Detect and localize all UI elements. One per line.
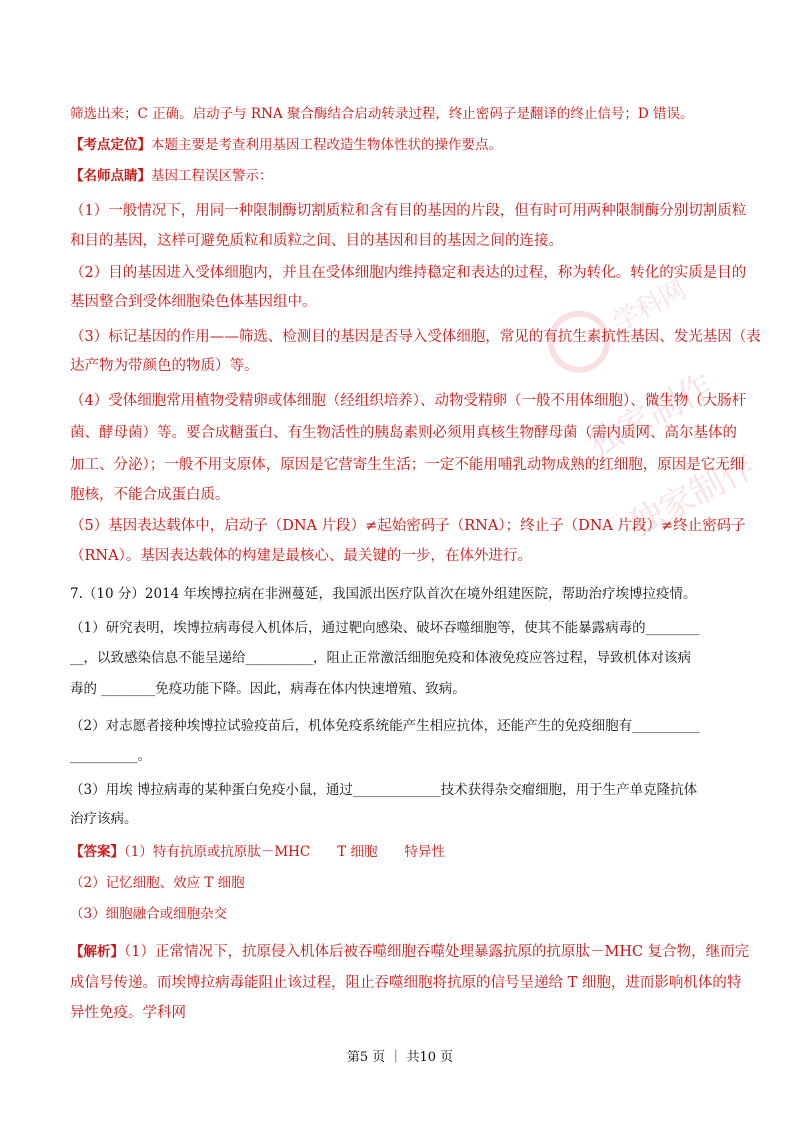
- question-line: 7.（10 分）2014 年埃博拉病在非洲蔓延，我国派出医疗队首次在境外组建医院，帮助治疗埃博拉疫情。: [70, 586, 697, 602]
- answer-tag: 【答案】: [70, 844, 124, 860]
- svg-text:学科网: 学科网: [608, 274, 692, 338]
- note-line: （5）基因表达载体中，启动子（DNA 片段）≠起始密码子（RNA）；终止子（DNA 片段）≠终止密码子: [70, 518, 746, 534]
- note-line: 和目的基因，这样可避免质粒和质粒之间、目的基因和目的基因之间的连接。: [70, 233, 563, 249]
- page-footer: 第5 页 ｜ 共10 页: [346, 1050, 454, 1065]
- analysis-text: （1）正常情况下，抗原侵入机体后被吞噬细胞吞噬处理暴露抗原的抗原肽－MHC 复合物，继而完: [124, 944, 750, 960]
- question-line: 毒的 ________免疫功能下降。因此，病毒在体内快速增殖、致病。: [70, 681, 466, 697]
- note-line: （3）标记基因的作用——筛选、检测目的基因是否导入受体细胞，常见的有抗生素抗性基因、发光基因（表: [70, 329, 761, 345]
- note-line: （2）目的基因进入受体细胞内，并且在受体细胞内维持稳定和表达的过程，称为转化。转化的实质是目的: [70, 265, 747, 281]
- mingshi-line: [70, 166, 273, 186]
- answer-line: （2）记忆细胞、效应 T 细胞: [70, 875, 245, 891]
- answer-line: （3）细胞融合或细胞杂交: [70, 906, 228, 922]
- note-line: 加工、分泌）；一般不用支原体，原因是它营寄生生活；一定不能用哺乳动物成熟的红细胞，原因是它无细: [70, 457, 745, 473]
- analysis-line: [70, 942, 749, 962]
- answer-line: [70, 842, 445, 862]
- svg-text:独家制作: 独家制作: [580, 366, 720, 466]
- kaodian-text: 本题主要是考查利用基因工程改造生物体性状的操作要点。: [151, 137, 502, 153]
- note-line: （4）受体细胞常用植物受精卵或体细胞（经组织培养）、动物受精卵（一般不用体细胞）、微生物（大肠杆: [70, 393, 747, 409]
- question-line: 治疗该病。: [70, 811, 138, 827]
- mingshi-tag: 【名师点睛】: [70, 168, 151, 184]
- kaodian-tag: 【考点定位】: [70, 137, 151, 153]
- kaodian-line: [70, 135, 502, 155]
- note-line: 基因整合到受体细胞染色体基因组中。: [70, 294, 317, 310]
- analysis-line: 异性免疫。学科网: [70, 1005, 186, 1021]
- analysis-tag: 【解析】: [70, 944, 124, 960]
- note-line: 达产物为带颜色的物质）等。: [70, 358, 259, 374]
- question-line: （1）研究表明，埃博拉病毒侵入机体后，通过靶向感染、破坏吞噬细胞等，使其不能暴露病毒的________: [70, 620, 700, 636]
- note-line: （1）一般情况下，用同一种限制酶切割质粒和含有目的基因的片段，但有时可用两种限制酶分别切割质粒: [70, 203, 747, 219]
- note-line: 菌、酵母菌）等。要合成糖蛋白、有生物活性的胰岛素则必须用真核生物酵母菌（需内质网、高尔基体的: [70, 425, 737, 441]
- question-line: __，以致感染信息不能呈递给__________，阻止正常激活细胞免疫和体液免疫应答过程，导致机体对该病: [70, 650, 691, 666]
- prev-explanation-tail: 筛选出来；C 正确。启动子与 RNA 聚合酶结合启动转录过程，终止密码子是翻译的终止信号；D 错误。: [70, 106, 694, 122]
- question-line: __________。: [70, 748, 151, 764]
- question-line: （3）用埃 博拉病毒的某种蛋白免疫小鼠，通过_____________技术获得杂交瘤细胞，用于生产单克隆抗体: [70, 782, 698, 798]
- answer-text: （1）特有抗原或抗原肽－MHC T 细胞 特异性: [124, 844, 446, 860]
- note-line: （RNA）。基因表达载体的构建是最核心、最关键的一步，在体外进行。: [70, 548, 532, 564]
- note-line: 胞核，不能合成蛋白质。: [70, 487, 230, 503]
- question-line: （2）对志愿者接种埃博拉试验疫苗后，机体免疫系统能产生相应抗体，还能产生的免疫细胞有__________: [70, 718, 700, 734]
- analysis-line: 成信号传递。而埃博拉病毒能阻止该过程，阻止吞噬细胞将抗原的信号呈递给 T 细胞，进而影响机体的特: [70, 975, 742, 991]
- mingshi-text: 基因工程误区警示：: [151, 168, 273, 184]
- svg-text:独家制作: 独家制作: [623, 445, 762, 545]
